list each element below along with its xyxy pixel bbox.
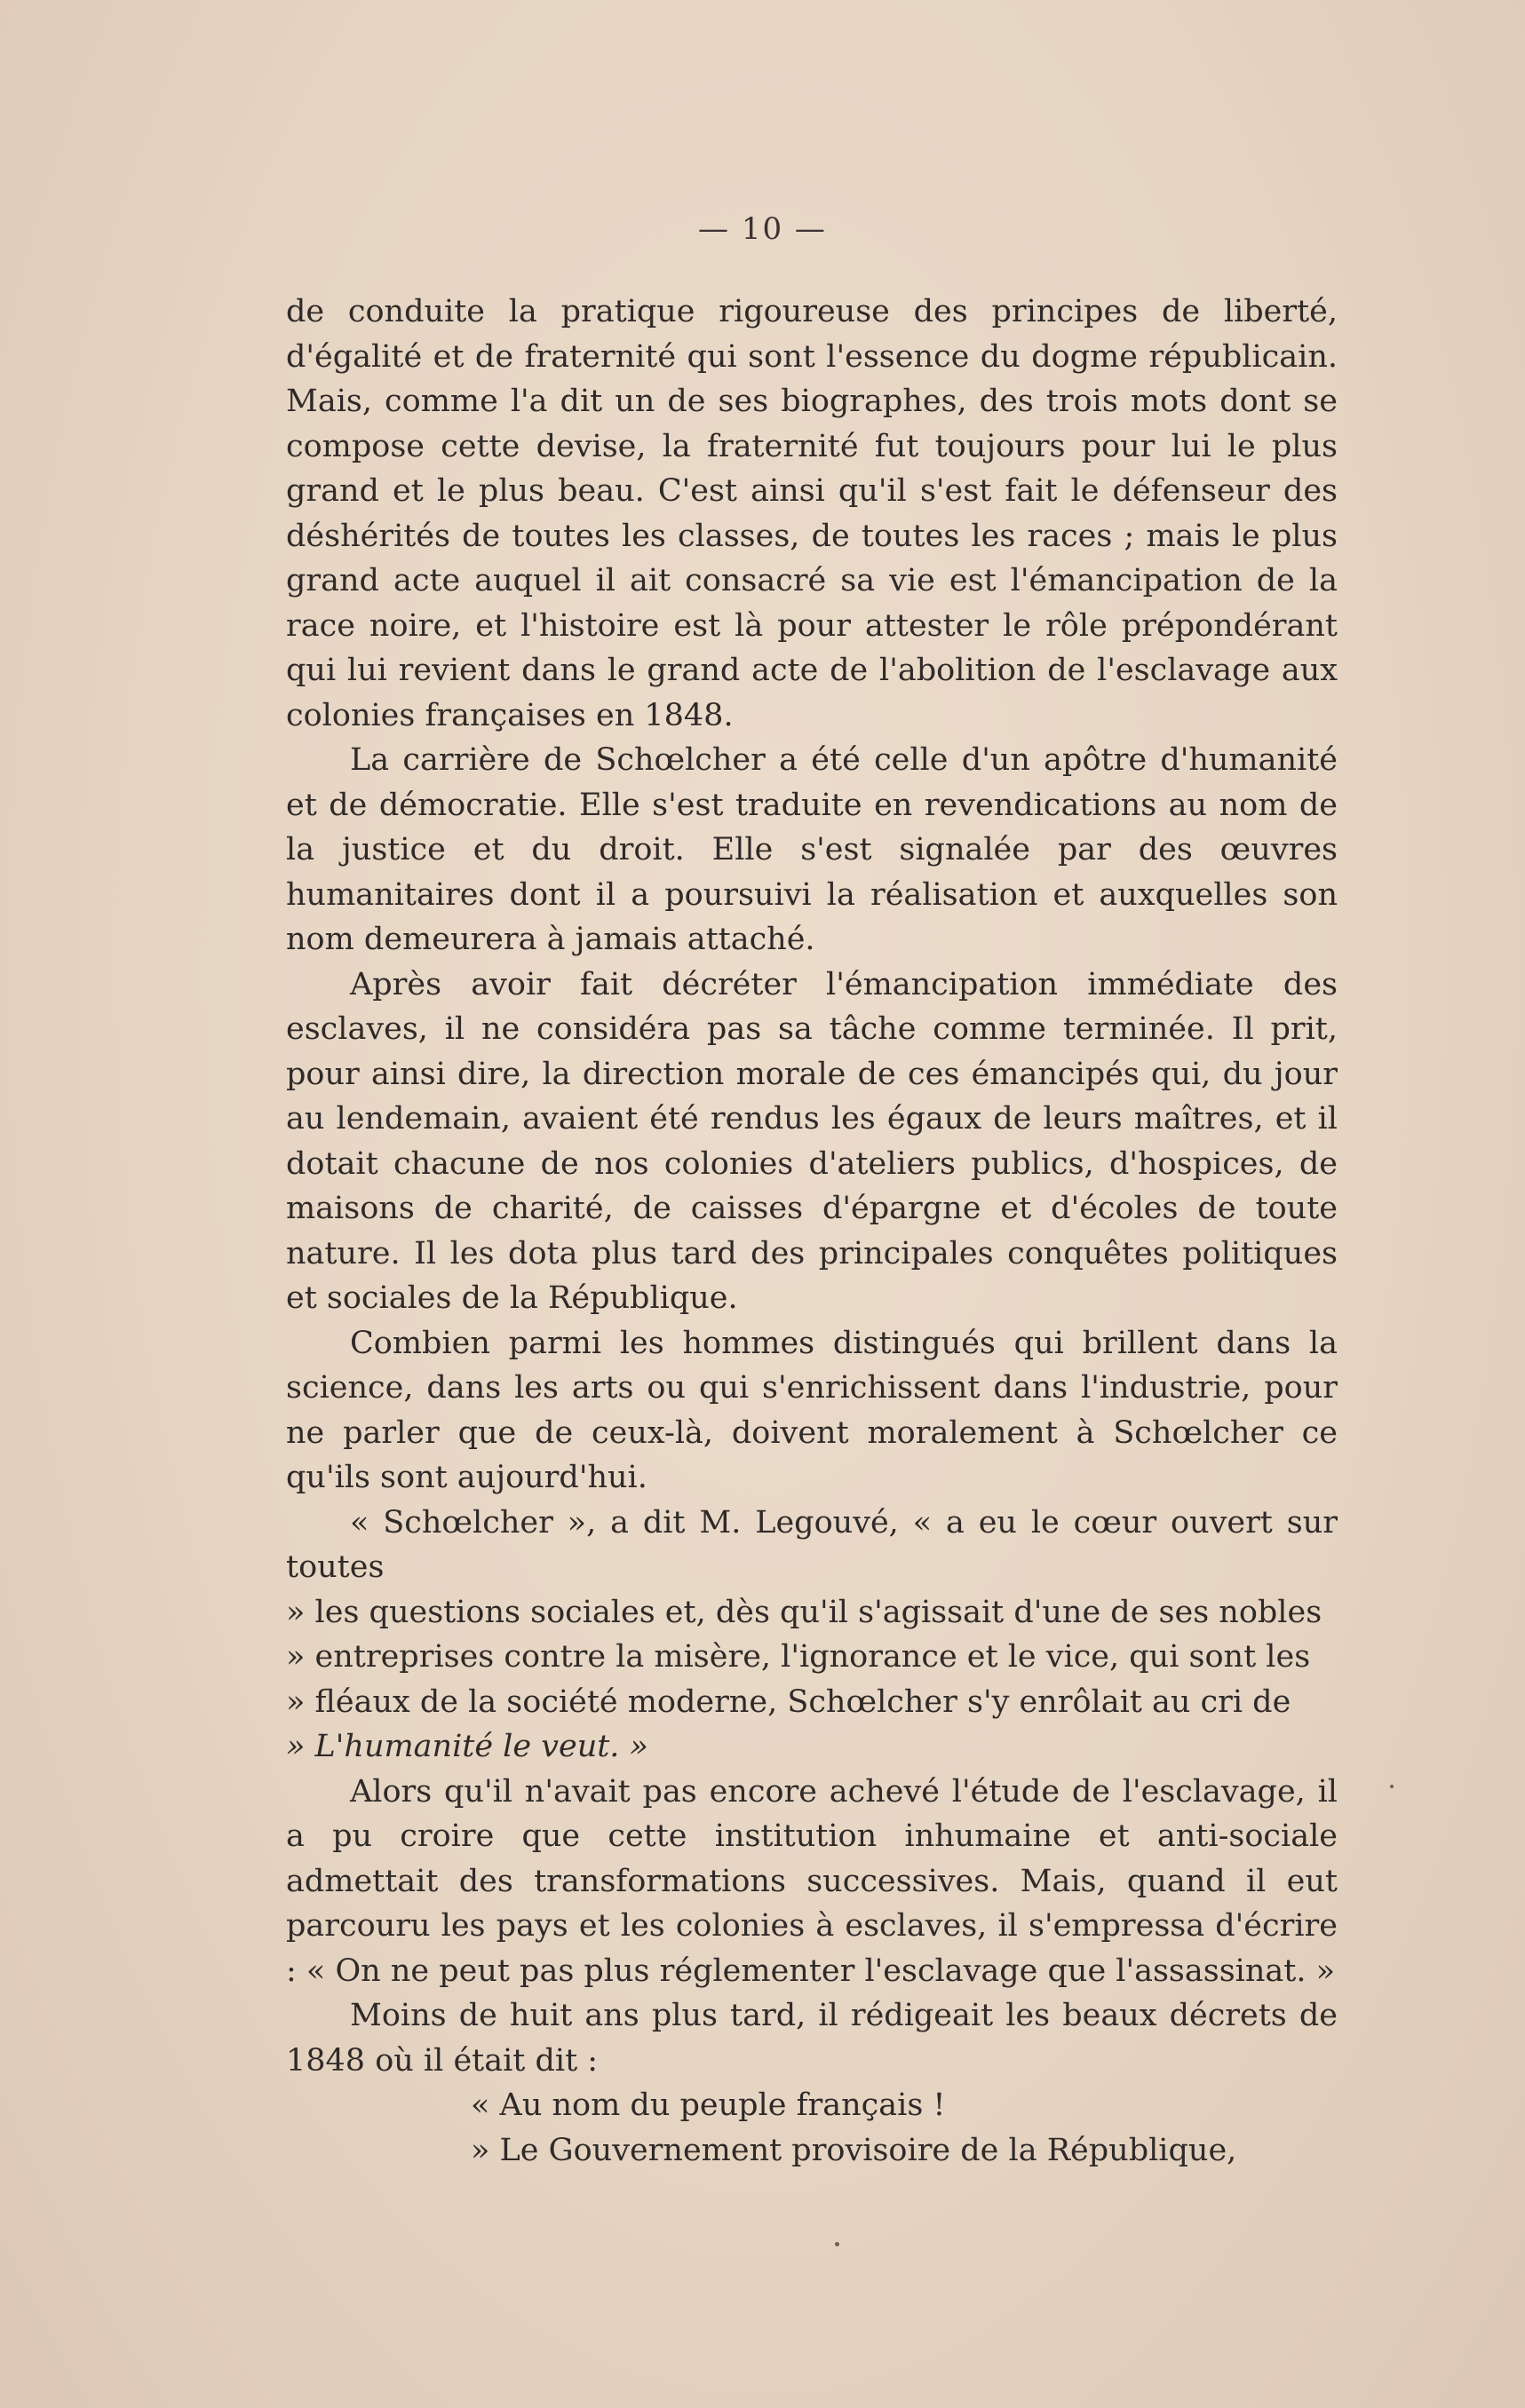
- quote-line-1: « Schœlcher », a dit M. Legouvé, « a eu le cœur ouvert sur toutes: [286, 1504, 1338, 1585]
- quote-line-5: » L'humanité le veut. »: [286, 1729, 648, 1764]
- decree-line-1: « Au nom du peuple français !: [471, 2087, 946, 2123]
- legouve-quote: [286, 1501, 1338, 1770]
- quote-line-2: » les questions sociales et, dès qu'il s'agissait d'une de ses nobles: [286, 1594, 1322, 1630]
- body-text: [286, 289, 1338, 2173]
- quote-line-3: » entreprises contre la misère, l'ignorance et le vice, qui sont les: [286, 1639, 1311, 1675]
- decree-line-2: » Le Gouvernement provisoire de la République,: [471, 2132, 1237, 2168]
- quote-line-4: » fléaux de la société moderne, Schœlcher s'y enrôlait au cri de: [286, 1683, 1291, 1720]
- paragraph-1: de conduite la pratique rigoureuse des principes de liberté, d'égalité et de fraternité qui sont l'essence du dogme républicain. Mais, comme l'a dit un de ses biographes, des trois mots dont se compose cette devise, la fraternité fut toujours pour lui le plus grand et le plus beau. C'est ainsi qu'il s'est fait le défenseur des déshérités de toutes les classes, de toutes les races ; mais le plus grand acte auquel il ait consacré sa vie est l'émancipation de la race noire, et l'histoire est là pour attester le rôle prépondérant qui lui revient dans le grand acte de l'abolition de l'esclavage aux colonies françaises en 1848.: [286, 294, 1338, 733]
- paragraph-3: Après avoir fait décréter l'émancipation immédiate des esclaves, il ne considéra pas sa tâche comme terminée. Il prit, pour ainsi dire, la direction morale de ces émancipés qui, du jour au lendemain, avaient été rendus les égaux de leurs maîtres, et il dotait chacune de nos colonies d'ateliers publics, d'hospices, de maisons de charité, de caisses d'épargne et d'écoles de toute nature. Il les dota plus tard des principales conquêtes politiques et sociales de la République.: [286, 966, 1338, 1316]
- paragraph-5: Alors qu'il n'avait pas encore achevé l'étude de l'esclavage, il a pu croire que cette institution inhumaine et anti-sociale admettait des transformations successives. Mais, quand il eut parcouru les pays et les colonies à esclaves, il s'empressa d'écrire : « On ne peut pas plus réglementer l'esclavage que l'assassinat. »: [286, 1773, 1338, 1989]
- paper-speck: [835, 2242, 839, 2246]
- paper-speck: [1390, 1785, 1394, 1788]
- page-number: — 10 —: [698, 211, 827, 247]
- paragraph-6: Moins de huit ans plus tard, il rédigeait les beaux décrets de 1848 où il était dit :: [286, 1998, 1338, 2079]
- paragraph-2: La carrière de Schœlcher a été celle d'un apôtre d'humanité et de démocratie. Elle s'est traduite en revendications au nom de la justice et du droit. Elle s'est signalée par des œuvres humanitaires dont il a poursuivi la réalisation et auxquelles son nom demeurera à jamais attaché.: [286, 742, 1338, 957]
- paragraph-4: Combien parmi les hommes distingués qui brillent dans la science, dans les arts ou qui s'enrichissent dans l'industrie, pour ne parler que de ceux-là, doivent moralement à Schœlcher ce qu'ils sont aujourd'hui.: [286, 1325, 1338, 1495]
